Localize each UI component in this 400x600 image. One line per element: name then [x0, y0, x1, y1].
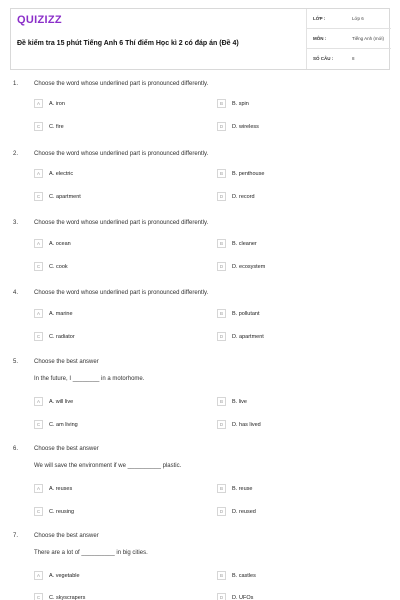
option-text: C. am living — [49, 422, 78, 428]
option-text: B. cleaner — [232, 241, 257, 247]
option-text: D. record — [232, 194, 255, 200]
option-letter-box: A — [34, 99, 43, 108]
option-letter-box: C — [34, 192, 43, 201]
option-letter-box: B — [217, 169, 226, 178]
option-letter-box: A — [34, 309, 43, 318]
option-letter-box: B — [217, 397, 226, 406]
option-text: D. reused — [232, 509, 256, 515]
option-letter-box: A — [34, 169, 43, 178]
meta-label: LỚP : — [313, 16, 326, 21]
question-sentence: In the future, I ________ in a motorhome. — [34, 376, 145, 382]
question-number: 1. — [13, 81, 19, 87]
option-text: A. will live — [49, 399, 74, 405]
meta-label: MÔN : — [313, 36, 327, 41]
question-prompt: Choose the best answer — [34, 446, 99, 452]
meta-row-count — [307, 49, 391, 69]
question-prompt: Choose the word whose underlined part is pronounced differently. — [34, 290, 209, 296]
option-letter-box: D — [217, 262, 226, 271]
option-text: C. cook — [49, 264, 68, 270]
question-sentence: We will save the environment if we __________ plastic. — [34, 463, 182, 469]
quizizz-logo: QUIZIZZ — [17, 14, 62, 26]
option-text: B. spin — [232, 101, 249, 107]
option-letter-box: D — [217, 507, 226, 516]
option-letter-box: A — [34, 397, 43, 406]
option-text: D. has lived — [232, 422, 261, 428]
option-text: D. apartment — [232, 334, 264, 340]
question-number: 5. — [13, 359, 19, 365]
option-letter-box: A — [34, 484, 43, 493]
question-prompt: Choose the best answer — [34, 359, 99, 365]
question-prompt: Choose the word whose underlined part is pronounced differently. — [34, 151, 209, 157]
meta-value: 8 — [352, 56, 355, 61]
meta-row-subject — [307, 29, 391, 49]
option-text: C. radiator — [49, 334, 75, 340]
option-letter-box: C — [34, 593, 43, 600]
option-text: B. penthouse — [232, 171, 265, 177]
question-prompt: Choose the best answer — [34, 533, 99, 539]
meta-row-class — [307, 9, 391, 29]
option-text: C. fire — [49, 124, 64, 130]
option-letter-box: C — [34, 122, 43, 131]
meta-value: Lớp 6 — [352, 16, 364, 21]
option-text: A. ocean — [49, 241, 71, 247]
question-number: 6. — [13, 446, 19, 452]
question-number: 7. — [13, 533, 19, 539]
option-text: A. electric — [49, 171, 74, 177]
option-letter-box: A — [34, 571, 43, 580]
option-letter-box: D — [217, 420, 226, 429]
option-letter-box: C — [34, 262, 43, 271]
option-text: B. reuse — [232, 486, 253, 492]
option-text: A. marine — [49, 311, 73, 317]
option-letter-box: A — [34, 239, 43, 248]
question-number: 4. — [13, 290, 19, 296]
option-letter-box: D — [217, 192, 226, 201]
question-prompt: Choose the word whose underlined part is pronounced differently. — [34, 220, 209, 226]
question-prompt: Choose the word whose underlined part is pronounced differently. — [34, 81, 209, 87]
meta-value: Tiếng Anh (mới) — [352, 36, 385, 41]
option-text: A. iron — [49, 101, 65, 107]
worksheet-header — [10, 8, 390, 70]
option-letter-box: C — [34, 507, 43, 516]
option-letter-box: B — [217, 484, 226, 493]
option-letter-box: D — [217, 593, 226, 600]
option-letter-box: D — [217, 122, 226, 131]
option-text: D. wireless — [232, 124, 259, 130]
option-letter-box: B — [217, 239, 226, 248]
option-letter-box: D — [217, 332, 226, 341]
question-number: 3. — [13, 220, 19, 226]
option-letter-box: C — [34, 332, 43, 341]
option-letter-box: B — [217, 309, 226, 318]
meta-panel — [306, 9, 390, 69]
option-text: C. reusing — [49, 509, 75, 515]
meta-label: SỐ CÂU : — [313, 56, 334, 61]
option-letter-box: B — [217, 99, 226, 108]
option-text: B. castles — [232, 573, 256, 579]
document-title: Đề kiểm tra 15 phút Tiếng Anh 6 Thí điểm Học kì 2 có đáp án (Đề 4) — [17, 40, 239, 47]
question-number: 2. — [13, 151, 19, 157]
option-text: C. skyscrapers — [49, 595, 86, 600]
option-text: D. ecosystem — [232, 264, 266, 270]
option-text: D. UFOs — [232, 595, 254, 600]
option-text: B. live — [232, 399, 247, 405]
option-text: A. vegetable — [49, 573, 80, 579]
option-text: C. apartment — [49, 194, 81, 200]
option-text: A. reuses — [49, 486, 73, 492]
option-letter-box: B — [217, 571, 226, 580]
option-letter-box: C — [34, 420, 43, 429]
option-text: B. pollutant — [232, 311, 260, 317]
question-sentence: There are a lot of __________ in big cities. — [34, 550, 148, 556]
